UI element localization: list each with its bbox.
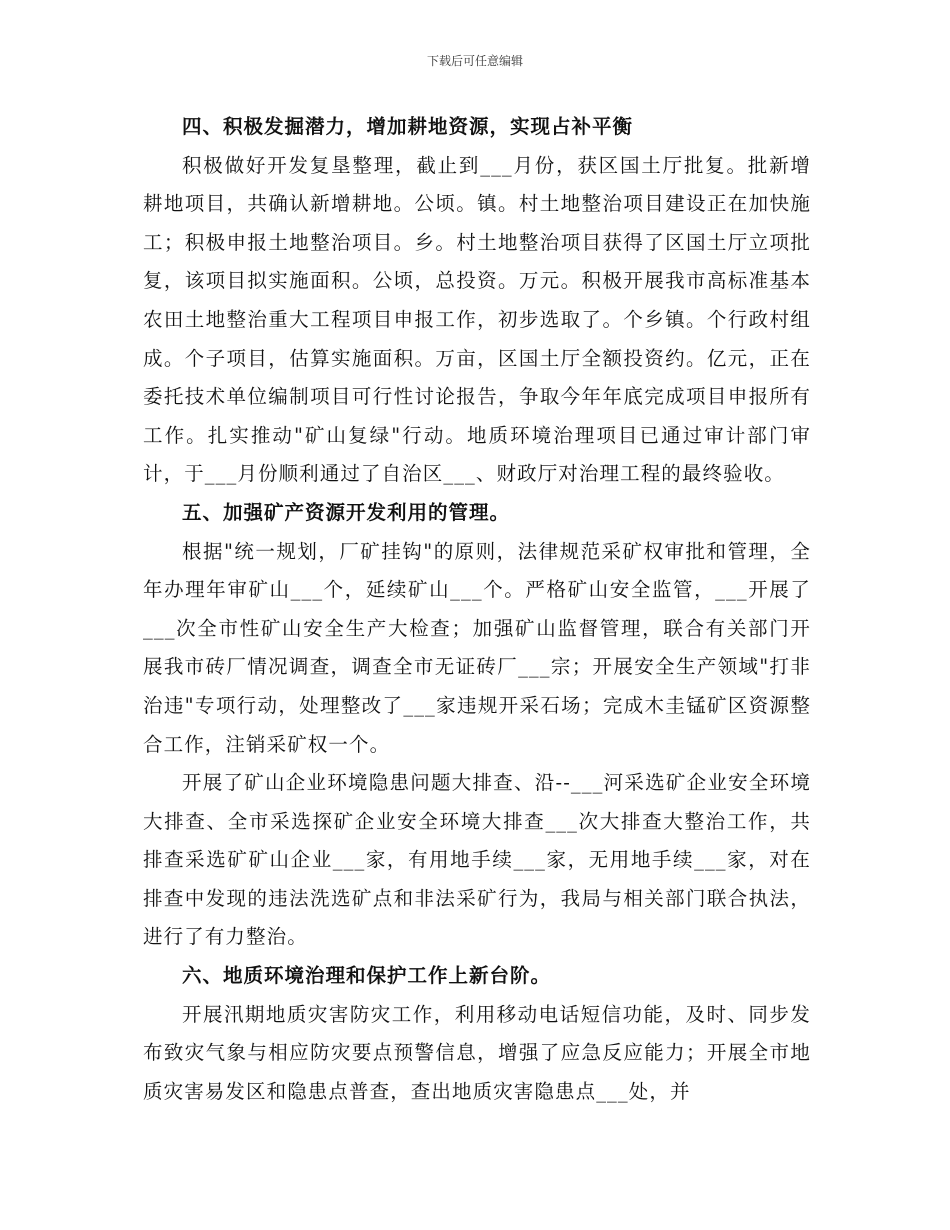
section-6-paragraph-1: 开展汛期地质灾害防灾工作，利用移动电话短信功能，及时、同步发布致灾气象与相应防灾要点预警信息，增强了应急反应能力；开展全市地质灾害易发区和隐患点普查，查出地质灾害隐患点___处，并	[143, 1002, 811, 1103]
section-6-heading: 六、地质环境治理和保护工作上新台阶。	[182, 964, 552, 988]
section-5-paragraph-2: 开展了矿山企业环境隐患问题大排查、沿--___河采选矿企业安全环境大排查、全市采选探矿企业安全环境大排查___次大排查大整治工作，共排查采选矿矿山企业___家，有用地手续___家，无用地手续___家，对在排查中发现的违法洗选矿点和非法采矿行为，我局与相关部门联合执法，进行了有力整治。	[143, 771, 811, 949]
header-note: 下载后可任意编辑	[426, 54, 523, 68]
section-4-heading: 四、积极发掘潜力，增加耕地资源，实现占补平衡	[182, 115, 634, 138]
section-4-paragraph-1: 积极做好开发复垦整理，截止到___月份，获区国土厅批复。批新增耕地项目，共确认新增耕地。公顷。镇。村土地整治项目建设正在加快施工；积极申报土地整治项目。乡。村土地整治项目获得了区国土厅立项批复，该项目拟实施面积。公顷，总投资。万元。积极开展我市高标准基本农田土地整治重大工程项目申报工作，初步选取了。个乡镇。个行政村组成。个子项目，估算实施面积。万亩，区国土厅全额投资约。亿元，正在委托技术单位编制项目可行性讨论报告，争取今年年底完成项目申报所有工作。扎实推动"矿山复绿"行动。地质环境治理项目已通过审计部门审计，于___月份顺利通过了自治区___、财政厅对治理工程的最终验收。	[143, 153, 811, 486]
section-5-heading: 五、加强矿产资源开发利用的管理。	[182, 500, 511, 524]
section-5-paragraph-1: 根据"统一规划，厂矿挂钩"的原则，法律规范采矿权审批和管理，全年办理年审矿山___个，延续矿山___个。严格矿山安全监管，___开展了___次全市性矿山安全生产大检查；加强矿山监督管理，联合有关部门开展我市砖厂情况调查，调查全市无证砖厂___宗；开展安全生产领域"打非治违"专项行动，处理整改了___家违规开采石场；完成木圭锰矿区资源整合工作，注销采矿权一个。	[143, 539, 811, 756]
document-body	[143, 108, 811, 1111]
